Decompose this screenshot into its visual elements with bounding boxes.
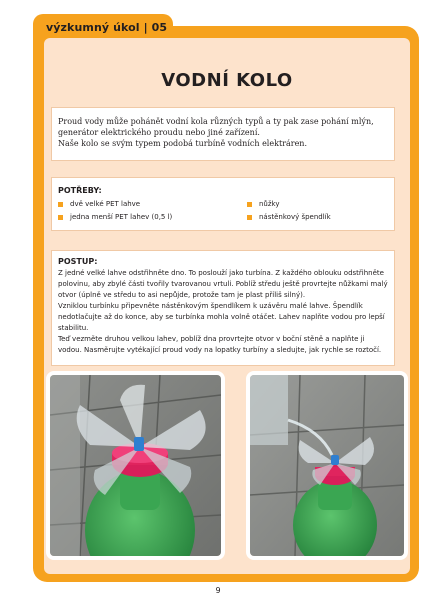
- intro-line: Naše kolo se svým typem podobá turbíně vodních elektráren.: [58, 139, 307, 148]
- steps-line: Z jedné velké lahve odstřihněte dno. To poslouží jako turbína. Z každého oblouku odstřihněte: [58, 269, 384, 277]
- steps-line: nedotlačujte až do konce, aby se turbínka mohla volně otáčet. Lahev naplňte vodou pro lepší: [58, 313, 385, 321]
- intro-box: [51, 107, 395, 161]
- page-title: VODNÍ KOLO: [161, 70, 293, 91]
- intro-line: Proud vody může pohánět vodní kola různých typů a ty pak zase pohání mlýn,: [58, 117, 374, 126]
- bullet-icon: [247, 202, 252, 207]
- header-tab-label: výzkumný úkol | 05: [46, 21, 168, 34]
- water-stream-image: [250, 375, 404, 556]
- photo-turbine-closeup: [46, 371, 225, 560]
- bullet-icon: [247, 215, 252, 220]
- turbine-closeup-image: [50, 375, 221, 556]
- steps-box: [51, 250, 395, 366]
- steps-line: vodou. Nasměrujte vytékající proud vody na lopatky turbíny a sledujte, jak rychle se roztočí.: [58, 346, 382, 354]
- needs-item: jedna menší PET lahev (0,5 l): [70, 213, 173, 221]
- steps-line: stabilitu.: [58, 324, 89, 332]
- needs-box: [51, 177, 395, 231]
- steps-line: Vzniklou turbínku připevněte nástěnkovým špendlíkem k uzávěru malé lahve. Špendlík: [58, 302, 363, 310]
- steps-line: otvor (úplně ve středu to asi nepůjde, protože tam je plast příliš silný).: [58, 291, 306, 299]
- needs-item: dvě velké PET lahve: [70, 200, 141, 208]
- bullet-icon: [58, 202, 63, 207]
- steps-heading: POSTUP:: [58, 257, 98, 266]
- needs-item: nůžky: [259, 200, 280, 208]
- bullet-icon: [58, 215, 63, 220]
- intro-line: generátor elektrického proudu nebo jiné zařízení.: [58, 128, 260, 137]
- needs-item: nástěnkový špendlík: [259, 213, 331, 221]
- photo-water-stream: [246, 371, 408, 560]
- steps-line: Teď vezměte druhou velkou lahev, poblíž dna provrtejte otvor v boční stěně a naplňte ji: [58, 335, 365, 343]
- needs-heading: POTŘEBY:: [58, 186, 102, 195]
- steps-line: polovinu, aby zbylé části tvořily tvarovanou vrtuli. Poblíž středu ještě provrtejte nůžkami malý: [58, 280, 388, 288]
- page-number: 9: [215, 586, 221, 595]
